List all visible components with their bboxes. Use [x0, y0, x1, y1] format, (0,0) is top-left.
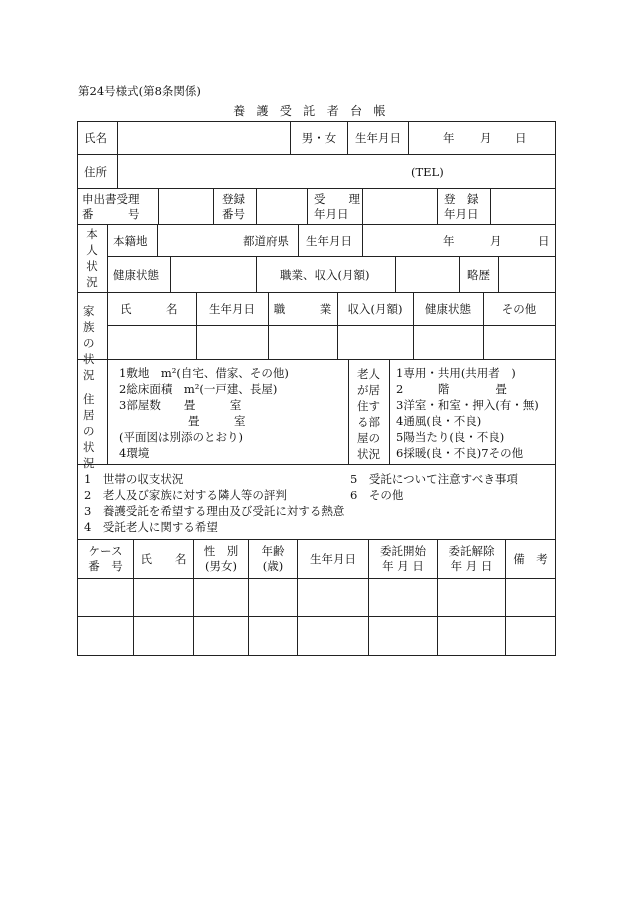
case-header-number-2: 番 号	[88, 559, 123, 573]
note-3: 3 養護受託を希望する理由及び受託に対する熱意	[84, 504, 345, 518]
residence-line-6: 4環境	[119, 446, 150, 460]
case-header-end-1: 委託解除	[448, 544, 495, 558]
case-row-2[interactable]	[78, 617, 555, 655]
residence-line-1: 1敷地 m²(自宅、借家、その他)	[119, 366, 289, 380]
regdate-label-1: 登 録	[444, 192, 479, 206]
page-title: 養護受託者台帳	[233, 104, 397, 118]
room-line-3: 3洋室・和室・押入(有・無)	[396, 398, 539, 412]
gender-label[interactable]: 男・女	[301, 131, 337, 145]
case-header-start-1: 委託開始	[380, 544, 426, 558]
day-label: 日	[515, 131, 527, 145]
case-header-name: 氏 名	[140, 552, 187, 566]
note-1: 1 世帯の収支状況	[84, 472, 184, 486]
residence-line-3: 3部屋数 畳 室	[119, 398, 242, 412]
address-label: 住所	[84, 165, 107, 179]
family-section-label: 家族の状況	[83, 304, 95, 382]
family-header-dob: 生年月日	[209, 302, 255, 316]
residence-section-label: 住居の状況	[83, 392, 95, 470]
room-line-4: 4通風(良・不良)	[396, 414, 482, 428]
case-header-age-1: 年齢	[261, 544, 285, 558]
accept-label-1: 受 理	[314, 192, 360, 206]
case-header-gender-2: (男女)	[205, 559, 237, 573]
job-income-label: 職業、収入(月額)	[280, 268, 370, 282]
residence-line-4: 畳 室	[119, 414, 246, 428]
note-4: 4 受託老人に関する希望	[84, 520, 218, 534]
residence-line-5: (平面図は別添のとおり)	[119, 430, 243, 444]
family-header-other: その他	[501, 302, 537, 316]
person-month-label: 月	[490, 234, 502, 248]
case-header-end-2: 年 月 日	[450, 559, 493, 573]
person-section-label: 本人状況	[86, 227, 98, 289]
elder-room-label: 老人が居住する部屋の状況	[357, 367, 380, 461]
reg-label-1: 登録	[222, 192, 245, 206]
reg-label-2: 番号	[222, 207, 245, 221]
family-header-name: 氏 名	[120, 302, 178, 316]
family-header-income: 収入(月額)	[347, 302, 403, 316]
accept-label-2: 年月日	[314, 207, 349, 221]
case-header-dob: 生年月日	[310, 552, 356, 566]
domicile-label: 本籍地	[113, 234, 148, 248]
history-label: 略歴	[467, 268, 490, 282]
room-line-2: 2 階 畳	[396, 382, 507, 396]
name-field[interactable]	[118, 122, 289, 153]
dob-label: 生年月日	[355, 131, 401, 145]
room-line-5: 5陽当たり(良・不良)	[396, 430, 505, 444]
person-dob-label: 生年月日	[306, 234, 352, 248]
person-day-label: 日	[538, 234, 550, 248]
address-field[interactable]	[118, 155, 554, 187]
month-label: 月	[480, 131, 492, 145]
note-2: 2 老人及び家族に対する隣人等の評判	[84, 488, 287, 502]
case-header-number-1: ケース	[88, 544, 123, 558]
case-header-gender-1: 性 別	[203, 544, 239, 558]
note-5: 5 受託について注意すべき事項	[350, 472, 518, 486]
room-line-1: 1専用・共用(共用者 )	[396, 366, 516, 380]
name-label: 氏名	[84, 131, 107, 145]
prefecture-label: 都道府県	[243, 234, 289, 248]
residence-line-2: 2総床面積 m²(一戸建、長屋)	[119, 382, 278, 396]
case-row-1[interactable]	[78, 579, 555, 616]
case-header-start-2: 年 月 日	[382, 559, 424, 573]
case-header-remarks: 備 考	[513, 552, 548, 566]
receipt-label-1: 申出書受理	[82, 192, 140, 206]
room-line-6: 6採暖(良・不良)7その他	[396, 446, 524, 460]
tel-label: (TEL)	[411, 165, 444, 179]
case-header-age-2: (歳)	[262, 559, 284, 573]
person-year-label: 年	[443, 234, 455, 248]
health-label: 健康状態	[113, 268, 159, 282]
family-header-health: 健康状態	[425, 302, 471, 316]
family-header-job: 職 業	[273, 302, 332, 316]
receipt-label-2: 番 号	[82, 207, 140, 221]
regdate-label-2: 年月日	[444, 207, 479, 221]
form-number: 第24号様式(第8条関係)	[78, 84, 201, 98]
note-6: 6 その他	[350, 488, 404, 502]
year-label: 年	[443, 131, 455, 145]
